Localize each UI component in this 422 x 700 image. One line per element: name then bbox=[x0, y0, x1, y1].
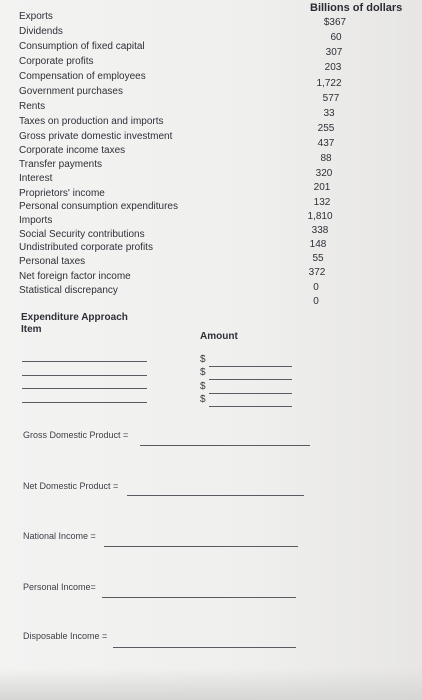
item-value-personal-consumption: 1,810 bbox=[307, 211, 333, 222]
item-label-consumption-of-fixed-capital: Consumption of fixed capital bbox=[19, 41, 145, 52]
item-label-statistical-discrepancy: Statistical discrepancy bbox=[19, 285, 118, 296]
ndp-label: Net Domestic Product = bbox=[23, 481, 119, 491]
expenditure-approach-title: Expenditure Approach bbox=[21, 312, 128, 323]
expenditure-approach-header bbox=[21, 312, 128, 336]
disposable-income-label: Disposable Income = bbox=[23, 631, 108, 641]
item-label-proprietors-income: Proprietors' income bbox=[19, 188, 105, 199]
amount-blank-2[interactable] bbox=[209, 379, 292, 380]
item-label-interest: Interest bbox=[19, 173, 53, 184]
item-value-transfer-payments: 320 bbox=[315, 168, 333, 179]
amount-blank-1[interactable] bbox=[209, 366, 292, 367]
item-value-rents: 33 bbox=[323, 108, 335, 119]
item-label-personal-taxes: Personal taxes bbox=[19, 256, 86, 267]
page-shadow bbox=[0, 668, 422, 700]
item-value-social-security: 148 bbox=[309, 239, 327, 250]
item-label-personal-consumption: Personal consumption expenditures bbox=[19, 201, 178, 212]
item-blank-3[interactable] bbox=[22, 388, 147, 389]
item-label-compensation-of-employees: Compensation of employees bbox=[19, 71, 146, 82]
gdp-answer-blank[interactable] bbox=[140, 445, 310, 446]
disposable-income-answer-blank[interactable] bbox=[113, 647, 296, 648]
item-blank-4[interactable] bbox=[22, 402, 147, 403]
amount-column-label: Amount bbox=[200, 331, 238, 342]
item-value-net-foreign-factor-income: 0 bbox=[313, 282, 319, 293]
item-value-corporate-profits: 203 bbox=[324, 62, 342, 73]
dollar-sign: $ bbox=[200, 394, 206, 405]
dollar-sign: $ bbox=[200, 354, 206, 365]
item-value-dividends: 60 bbox=[330, 32, 342, 43]
item-blank-2[interactable] bbox=[22, 375, 147, 376]
column-header: Billions of dollars bbox=[310, 2, 403, 14]
item-value-exports: $367 bbox=[323, 17, 347, 28]
item-value-undistributed-profits: 55 bbox=[312, 253, 324, 264]
item-column-label: Item bbox=[21, 324, 42, 335]
item-label-transfer-payments: Transfer payments bbox=[19, 159, 102, 170]
item-label-taxes-on-production: Taxes on production and imports bbox=[19, 116, 164, 127]
amount-blank-4[interactable] bbox=[209, 406, 292, 407]
gdp-label: Gross Domestic Product = bbox=[23, 430, 129, 440]
item-value-compensation-of-employees: 1,722 bbox=[316, 78, 342, 89]
national-income-answer-blank[interactable] bbox=[104, 546, 298, 547]
item-value-proprietors-income: 132 bbox=[313, 197, 331, 208]
personal-income-label: Personal Income= bbox=[23, 582, 96, 592]
item-value-government-purchases: 577 bbox=[322, 93, 340, 104]
item-label-dividends: Dividends bbox=[19, 26, 63, 37]
ndp-answer-blank[interactable] bbox=[127, 495, 304, 496]
item-label-government-purchases: Government purchases bbox=[19, 86, 123, 97]
item-blank-1[interactable] bbox=[22, 361, 147, 362]
item-label-rents: Rents bbox=[19, 101, 46, 112]
item-label-exports: Exports bbox=[19, 11, 53, 22]
item-label-undistributed-profits: Undistributed corporate profits bbox=[19, 242, 153, 253]
item-value-statistical-discrepancy: 0 bbox=[313, 296, 319, 307]
item-label-social-security: Social Security contributions bbox=[19, 229, 145, 240]
dollar-sign: $ bbox=[200, 381, 206, 392]
national-income-label: National Income = bbox=[23, 531, 96, 541]
item-value-corporate-income-taxes: 88 bbox=[320, 153, 332, 164]
item-label-corporate-income-taxes: Corporate income taxes bbox=[19, 145, 126, 156]
item-value-imports: 338 bbox=[311, 225, 329, 236]
personal-income-answer-blank[interactable] bbox=[102, 597, 296, 598]
item-value-interest: 201 bbox=[313, 182, 331, 193]
item-label-gross-private-investment: Gross private domestic investment bbox=[19, 131, 173, 142]
dollar-sign: $ bbox=[200, 367, 206, 378]
item-label-net-foreign-factor-income: Net foreign factor income bbox=[19, 271, 131, 282]
item-value-taxes-on-production: 255 bbox=[317, 123, 335, 134]
amount-blank-3[interactable] bbox=[209, 393, 292, 394]
item-label-corporate-profits: Corporate profits bbox=[19, 56, 94, 67]
item-value-gross-private-investment: 437 bbox=[317, 138, 335, 149]
item-value-consumption-of-fixed-capital: 307 bbox=[325, 47, 343, 58]
item-value-personal-taxes: 372 bbox=[308, 267, 326, 278]
item-label-imports: Imports bbox=[19, 215, 53, 226]
